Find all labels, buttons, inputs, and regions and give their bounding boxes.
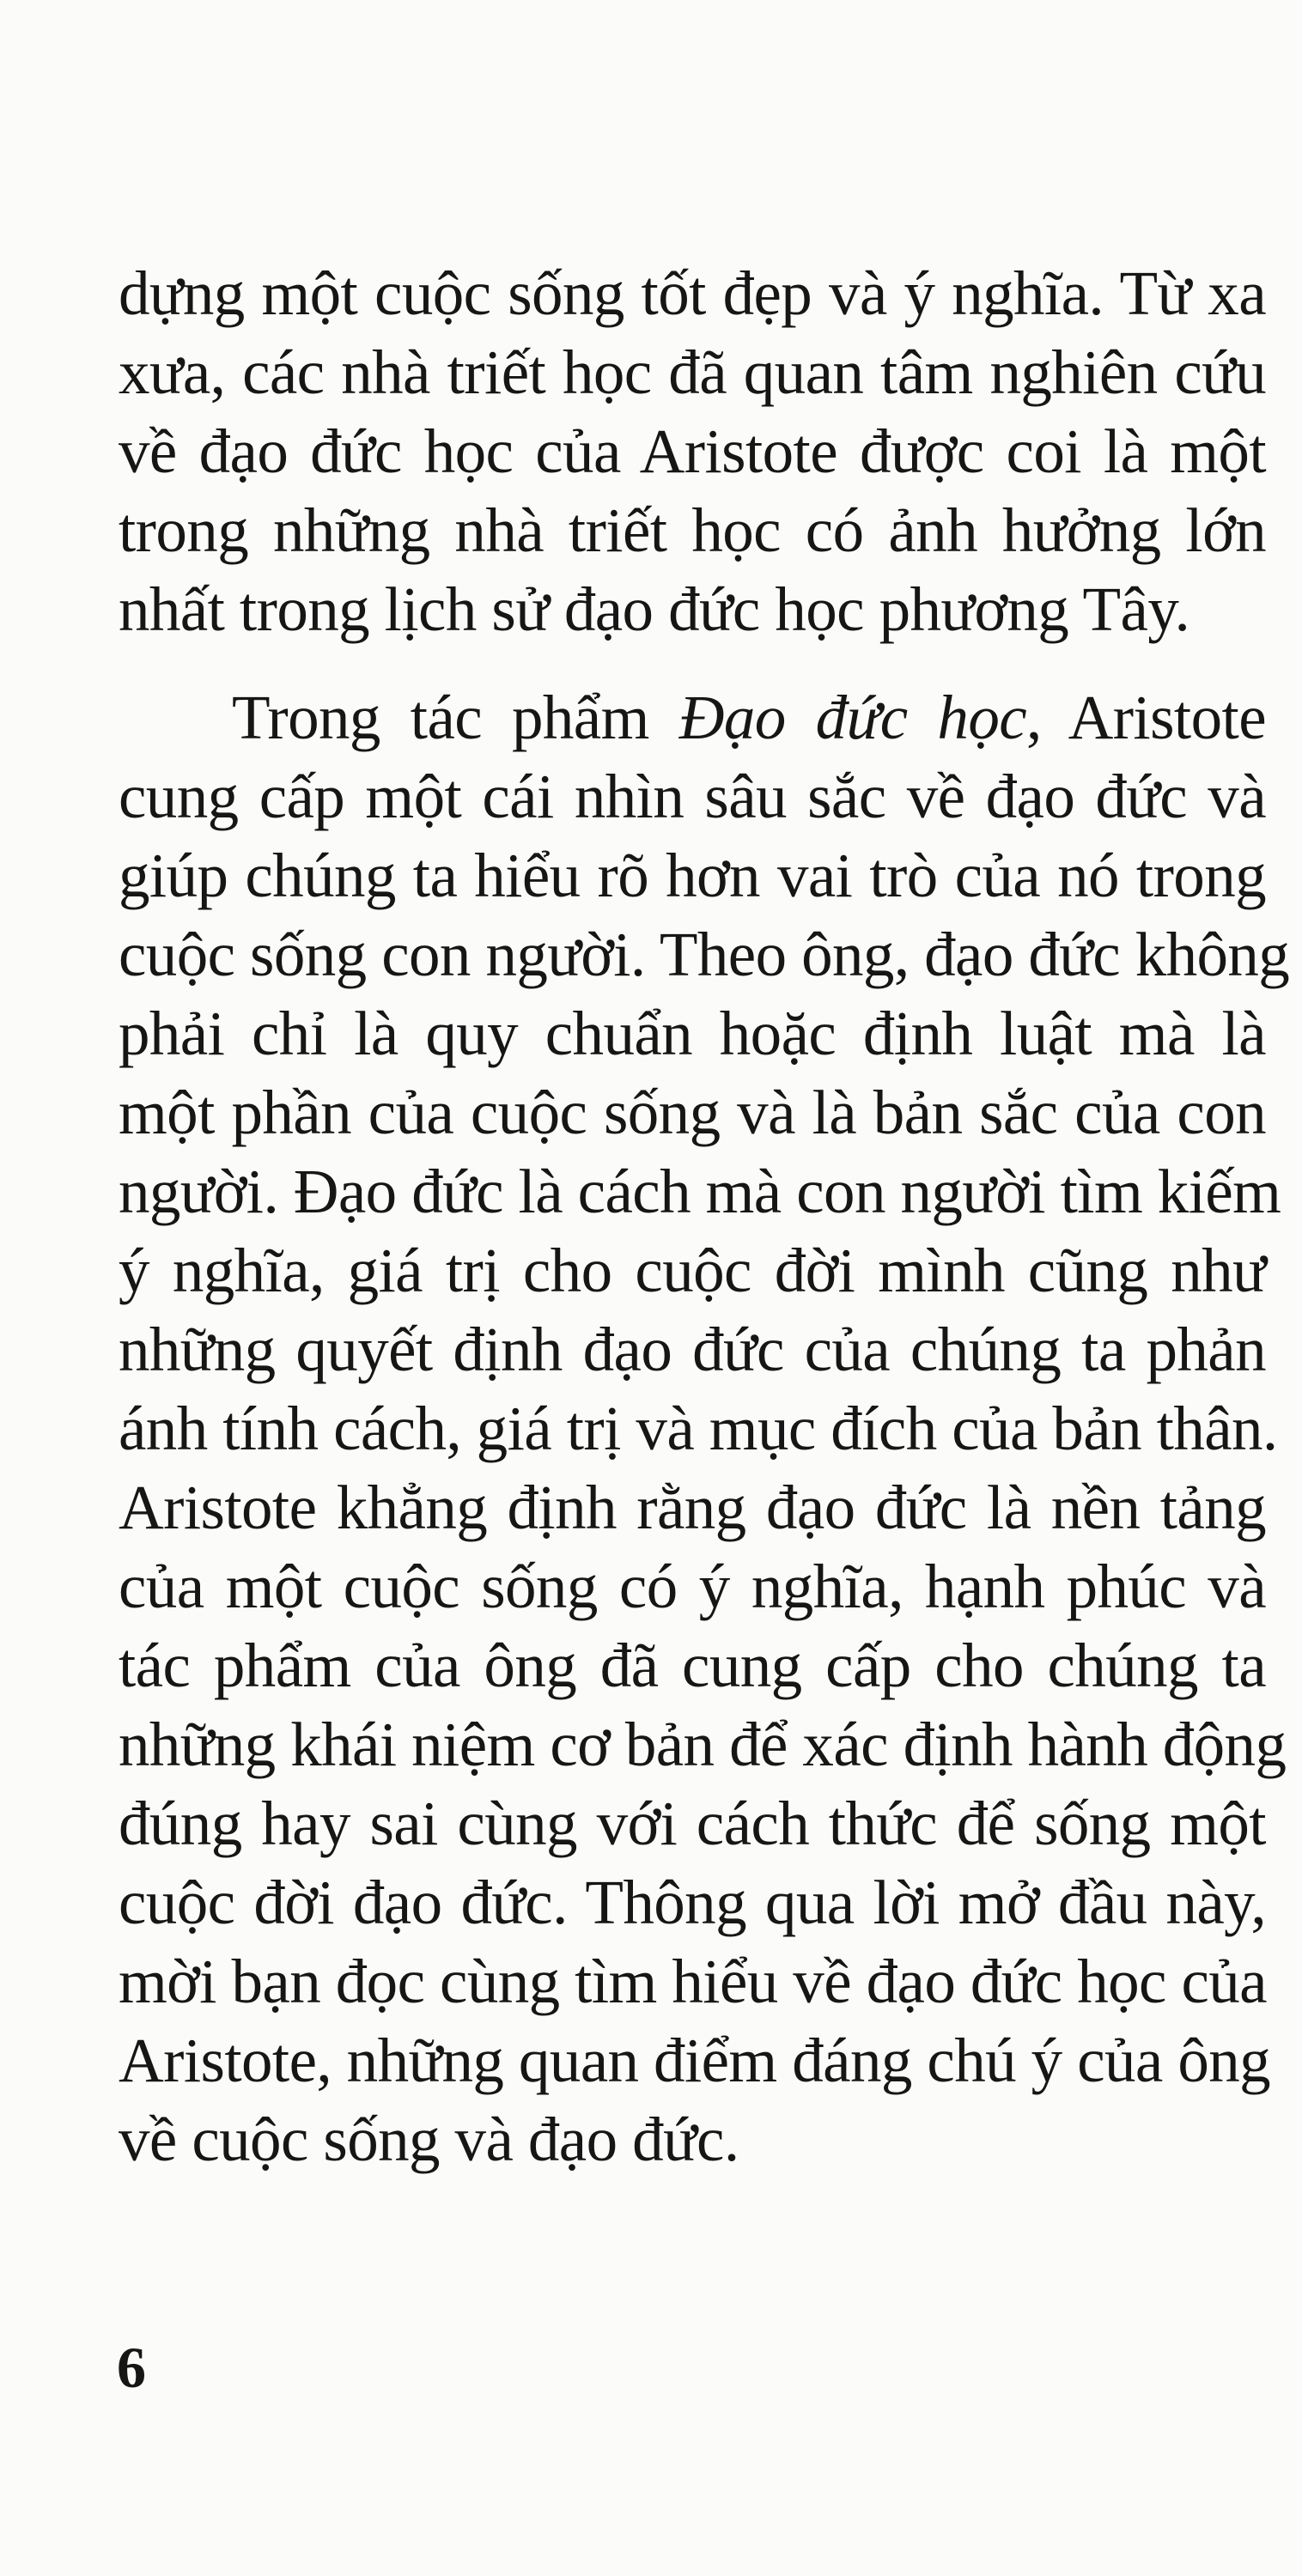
paragraph-2-line-9: những quyết định đạo đức của chúng ta phản	[119, 1315, 1266, 1384]
page-number: 6	[117, 2335, 146, 2400]
paragraph-2-line-14: những khái niệm cơ bản để xác định hành động	[119, 1710, 1287, 1779]
paragraph-2-line-7: người. Đạo đức là cách mà con người tìm kiếm	[119, 1157, 1281, 1226]
paragraph-1	[119, 254, 1266, 649]
paragraph-2-line-12: của một cuộc sống có ý nghĩa, hạnh phúc và	[119, 1552, 1266, 1621]
paragraph-2-line-17: mời bạn đọc cùng tìm hiểu về đạo đức học của	[119, 1947, 1267, 2016]
paragraph-2	[119, 678, 1290, 2179]
book-title: Đạo đức học	[678, 683, 1027, 752]
paragraph-2-line-6: một phần của cuộc sống và là bản sắc của con	[119, 1078, 1266, 1147]
paragraph-2-line-19: về cuộc sống và đạo đức.	[119, 2105, 739, 2174]
paragraph-1-line-1: dựng một cuộc sống tốt đẹp và ý nghĩa. Từ xa	[119, 258, 1266, 328]
paragraph-2-opening-text: Trong tác phẩm	[232, 683, 679, 752]
paragraph-1-line-5: nhất trong lịch sử đạo đức học phương Tây.	[119, 574, 1190, 644]
paragraph-2-opening-continuation: , Aristote	[1026, 683, 1266, 752]
paragraph-2-line-16: cuộc đời đạo đức. Thông qua lời mở đầu này,	[119, 1868, 1266, 1937]
paragraph-1-line-2: xưa, các nhà triết học đã quan tâm nghiên cứu	[119, 337, 1266, 407]
paragraph-1-line-4: trong những nhà triết học có ảnh hưởng lớn	[119, 495, 1266, 565]
paragraph-2-line-8: ý nghĩa, giá trị cho cuộc đời mình cũng như	[119, 1236, 1266, 1305]
paragraph-2-line-18: Aristote, những quan điểm đáng chú ý của ông	[119, 2026, 1271, 2095]
paragraph-2-line-10: ánh tính cách, giá trị và mục đích của bản thân.	[119, 1394, 1278, 1463]
paragraph-2-line-3: giúp chúng ta hiểu rõ hơn vai trò của nó trong	[119, 841, 1266, 910]
paragraph-1-line-3: về đạo đức học của Aristote được coi là một	[119, 416, 1266, 486]
paragraph-2-line-13: tác phẩm của ông đã cung cấp cho chúng ta	[119, 1631, 1266, 1700]
paragraph-2-line-11: Aristote khẳng định rằng đạo đức là nền tảng	[119, 1473, 1266, 1542]
paragraph-2-line-4: cuộc sống con người. Theo ông, đạo đức không	[119, 920, 1290, 989]
paragraph-2-line-15: đúng hay sai cùng với cách thức để sống một	[119, 1789, 1266, 1858]
paragraph-2-line-2: cung cấp một cái nhìn sâu sắc về đạo đức và	[119, 762, 1266, 831]
paragraph-2-line-5: phải chỉ là quy chuẩn hoặc định luật mà là	[119, 999, 1266, 1068]
body-text	[119, 254, 1290, 2179]
paragraph-2-line-1	[119, 678, 1266, 757]
